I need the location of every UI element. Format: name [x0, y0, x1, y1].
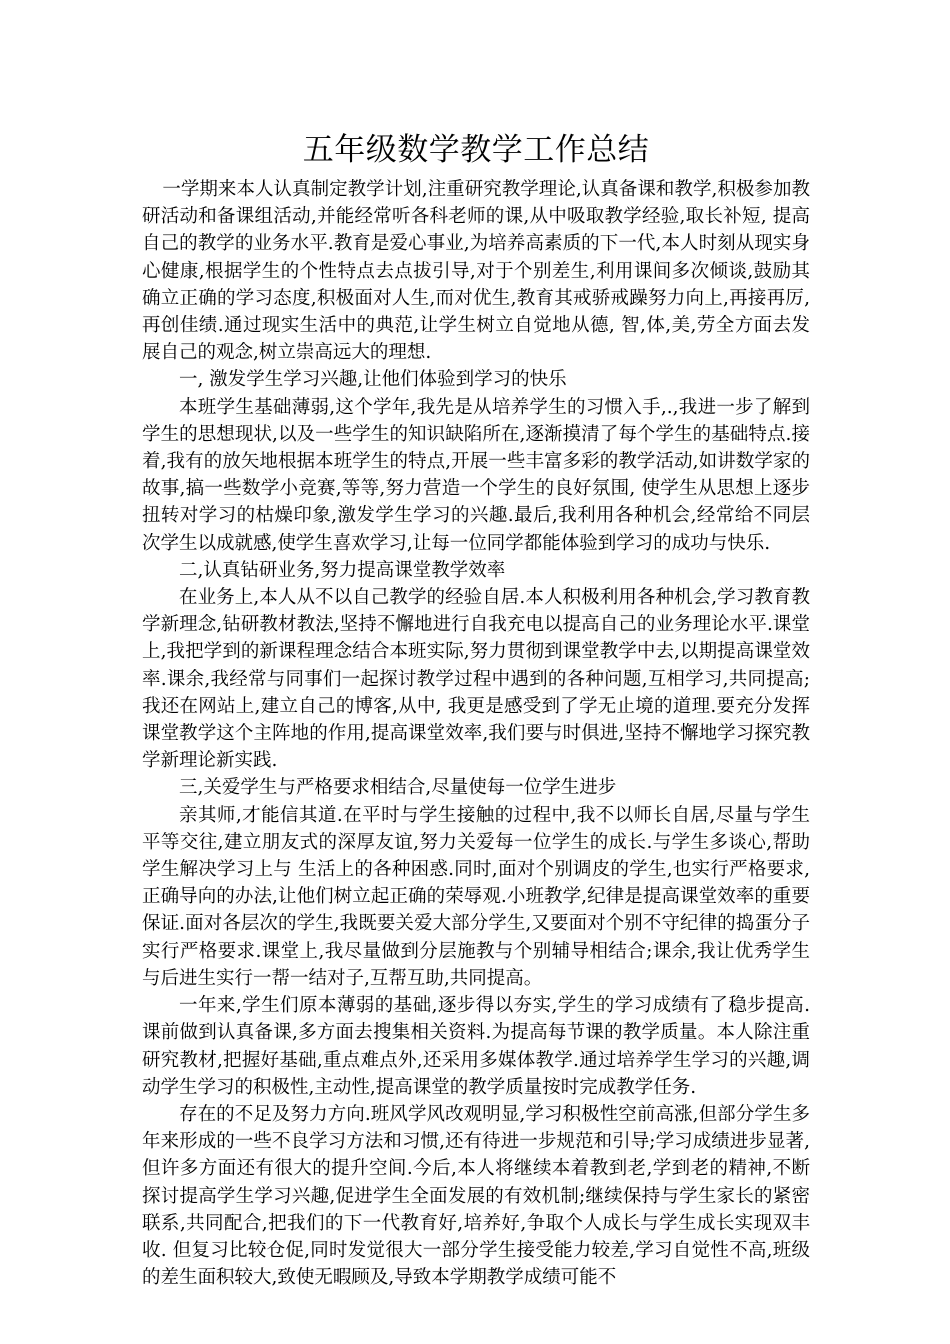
paragraph-shortcomings: 存在的不足及努力方向.班风学风改观明显,学习积极性空前高涨,但部分学生多年来形成的一些不良学习方法和习惯,还有待进一步规范和引导;学习成绩进步显著,但许多方面还有很大的提升空间.今后,本人将继续本着教到老,学到老的精神,不断探讨提高学生学习兴趣,促进学生全面发展的有效机制;继续保持与学生家长的紧密联系,共同配合,把我们的下一代教育好,培养好,争取个人成长与学生成长实现双丰收. 但复习比较仓促,同时发觉很大一部分学生接受能力较差,学习自觉性不高,班级的差生面积较大,致使无暇顾及,导致本学期教学成绩可能不 — [142, 1103, 810, 1289]
document-page — [142, 130, 810, 1291]
document-title: 五年级数学教学工作总结 — [302, 132, 650, 168]
section-heading-1: 一, 激发学生学习兴趣,让他们体验到学习的快乐 — [179, 369, 567, 391]
paragraph-section-3: 亲其师,才能信其道.在平时与学生接触的过程中,我不以师长自居,尽量与学生平等交往,建立朋友式的深厚友谊,努力关爱每一位学生的成长.与学生多谈心,帮助学生解决学习上与 生活上的各种困惑.同时,面对个别调皮的学生,也实行严格要求,正确导向的办法,让他们树立起正确的荣辱观.小班教学,纪律是提高课堂效率的重要保证.面对各层次的学生,我既要关爱大部分学生,又要面对个别不守纪律的捣蛋分子实行严格要求.课堂上,我尽量做到分层施教与个别辅导相结合;课余,我让优秀学生与后进生实行一帮一结对子,互帮互助,共同提高。 — [142, 804, 810, 989]
section-heading-3: 三,关爱学生与严格要求相结合,尽量使每一位学生进步 — [179, 777, 617, 799]
section-heading-2: 二,认真钻研业务,努力提高课堂教学效率 — [179, 559, 506, 581]
paragraph-year-summary: 一年来,学生们原本薄弱的基础,逐步得以夯实,学生的学习成绩有了稳步提高.课前做到认真备课,多方面去搜集相关资料.为提高每节课的教学质量。本人除注重研究教材,把握好基础,重点难点外,还采用多媒体教学.通过培养学生学习的兴趣,调动学生学习的积极性,主动性,提高课堂的教学质量按时完成教学任务. — [142, 995, 810, 1098]
paragraph-section-1: 本班学生基础薄弱,这个学年,我先是从培养学生的习惯入手,.,我进一步了解到学生的思想现状,以及一些学生的知识缺陷所在,逐渐摸清了每个学生的基础特点.接着,我有的放矢地根据本班学生的特点,开展一些丰富多彩的教学活动,如讲数学家的故事,搞一些数学小竞赛,等等,努力营造一个学生的良好氛围, 使学生从思想上逐步扭转对学习的枯燥印象,激发学生学习的兴趣.最后,我利用各种机会,经常给不同层次学生以成就感,使学生喜欢学习,让每一位同学都能体验到学习的成功与快乐. — [142, 396, 810, 554]
paragraph-intro: 一学期来本人认真制定教学计划,注重研究教学理论,认真备课和教学,积极参加教研活动和备课组活动,并能经常听各科老师的课,从中吸取教学经验,取长补短, 提高自己的教学的业务水平.教育是爱心事业,为培养高素质的下一代,本人时刻从现实身心健康,根据学生的个性特点去点拔引导,对于个别差生,利用课间多次倾谈,鼓励其确立正确的学习态度,积极面对人生,而对优生,教育其戒骄戒躁努力向上,再接再厉,再创佳绩.通过现实生活中的典范,让学生树立自觉地从德, 智,体,美,劳全方面去发展自己的观念,树立崇高远大的理想. — [142, 179, 810, 364]
paragraph-section-2: 在业务上,本人从不以自己教学的经验自居.本人积极利用各种机会,学习教育教学新理念,钻研教材教法,坚持不懈地进行自我充电以提高自己的业务理论水平.课堂上,我把学到的新课程理念结合本班实际,努力贯彻到课堂教学中去,以期提高课堂效率.课余,我经常与同事们一起探讨教学过程中遇到的各种问题,互相学习,共同提高;我还在网站上,建立自己的博客,从中, 我更是感受到了学无止境的道理.要充分发挥课堂教学这个主阵地的作用,提高课堂效率,我们要与时俱进,坚持不懈地学习探究教学新理论新实践. — [142, 587, 810, 772]
